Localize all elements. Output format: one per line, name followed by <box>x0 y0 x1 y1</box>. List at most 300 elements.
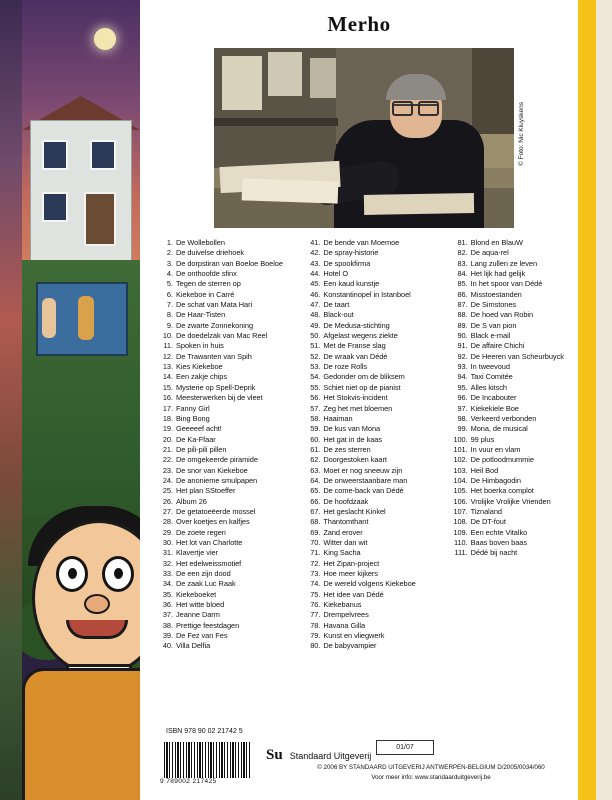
album-title: De spray-historie <box>323 248 379 258</box>
album-title: Een zakje chips <box>176 372 228 382</box>
album-list-column-1 <box>158 238 305 652</box>
album-number: 24. <box>162 475 173 485</box>
album-list-item <box>305 248 452 258</box>
album-title: De Simstones <box>470 300 517 310</box>
album-title: De Trawanten van Spih <box>176 351 252 361</box>
album-number: 47. <box>310 300 321 310</box>
album-title: Het boerka complot <box>470 486 534 496</box>
album-list-item <box>453 414 588 424</box>
album-list-item <box>158 372 305 382</box>
album-list-item <box>305 362 452 372</box>
photo-shelf <box>214 118 338 126</box>
album-number: 94. <box>457 372 468 382</box>
album-list-item <box>305 590 452 600</box>
album-list-item <box>158 300 305 310</box>
album-list-item <box>158 476 305 486</box>
album-number: 39. <box>162 631 173 641</box>
album-list-item <box>158 445 305 455</box>
album-title: De spookfirma <box>323 258 371 268</box>
album-title: Alles kitsch <box>470 382 507 392</box>
album-title: In vuur en vlam <box>470 444 521 454</box>
album-list-item <box>305 279 452 289</box>
character-body <box>22 668 140 800</box>
album-list-item <box>453 331 588 341</box>
album-number: 88. <box>457 310 468 320</box>
album-list-item <box>158 331 305 341</box>
album-title: De wereld volgens Kiekeboe <box>323 579 416 589</box>
album-title: De zwarte Zonnekoning <box>176 320 254 330</box>
album-list-item <box>158 610 305 620</box>
artwork-window <box>42 192 68 222</box>
album-list-item <box>305 341 452 351</box>
album-title: Thantomthant <box>323 517 369 527</box>
album-title: Misstoestanden <box>470 289 522 299</box>
album-list-item <box>158 393 305 403</box>
album-list-item <box>305 569 452 579</box>
album-number: 110. <box>453 537 468 547</box>
album-number: 31. <box>162 548 173 558</box>
photo-lamp <box>472 48 514 144</box>
album-title: Een kaud kunstje <box>323 279 380 289</box>
album-list-item <box>305 404 452 414</box>
album-number: 98. <box>457 413 468 423</box>
album-number: 59. <box>310 424 321 434</box>
album-number: 51. <box>310 341 321 351</box>
album-list-item <box>158 424 305 434</box>
barcode <box>160 742 256 788</box>
date-box: 01/07 <box>376 740 434 755</box>
album-list-item <box>453 238 588 248</box>
album-title: De hoed van Robin <box>470 310 534 320</box>
album-title: De pili-pili pillen <box>176 444 227 454</box>
album-list-item <box>158 497 305 507</box>
isbn-text: ISBN 978 90 02 21742 5 <box>166 728 243 735</box>
album-title: Dédé bij nacht <box>470 548 518 558</box>
album-title: Zeg het met bloemen <box>323 403 393 413</box>
album-title: De wraak van Dédé <box>323 351 388 361</box>
photo-paper <box>310 58 336 98</box>
album-list-item <box>453 393 588 403</box>
album-number: 62. <box>310 455 321 465</box>
album-title: Havana Gilla <box>323 620 366 630</box>
album-title: Verkeerd verbonden <box>470 413 537 423</box>
album-title: Hoe meer kijkers <box>323 569 378 578</box>
album-number: 74. <box>310 579 321 589</box>
album-list-item <box>305 476 452 486</box>
album-list-item <box>305 352 452 362</box>
album-number: 33. <box>162 569 173 578</box>
album-title: Black-out <box>323 310 354 320</box>
album-number: 20. <box>162 434 173 444</box>
album-title: De een zijn dood <box>176 569 231 578</box>
album-list-item <box>305 641 452 651</box>
album-list-item <box>305 455 452 465</box>
album-title: Het geslacht Kinkel <box>323 506 386 516</box>
album-list-column-2 <box>305 238 452 652</box>
album-number: 4. <box>166 269 173 279</box>
album-list-item <box>453 383 588 393</box>
album-list-item <box>305 486 452 496</box>
album-number: 57. <box>310 403 321 413</box>
album-number: 43. <box>310 258 321 268</box>
album-number: 15. <box>162 382 173 392</box>
album-title: Het plan SStoeffer <box>176 486 236 496</box>
album-list-item <box>453 341 588 351</box>
album-number: 41. <box>310 238 321 247</box>
album-list-item <box>453 279 588 289</box>
album-list-item <box>305 393 452 403</box>
album-list-item <box>305 507 452 517</box>
album-number: 19. <box>162 424 173 434</box>
photo-credit: © Foto: Nic Kluyskens <box>518 101 525 166</box>
album-list-item <box>158 579 305 589</box>
album-number: 104. <box>453 475 468 485</box>
album-number: 75. <box>310 589 321 599</box>
album-number: 26. <box>162 496 173 506</box>
album-title: De Wollebollen <box>176 238 225 247</box>
album-list-item <box>305 631 452 641</box>
album-title: Het witte bloed <box>176 600 225 610</box>
album-title: Album 26 <box>176 496 207 506</box>
website-text: Voor meer info: www.standaarduitgeverij.be <box>371 774 491 781</box>
album-list-item <box>158 559 305 569</box>
album-number: 87. <box>457 300 468 310</box>
album-number: 78. <box>310 620 321 630</box>
album-number: 65. <box>310 486 321 496</box>
album-title: De hoofdzaak <box>323 496 369 506</box>
album-number: 34. <box>162 579 173 589</box>
album-number: 28. <box>162 517 173 527</box>
album-number: 90. <box>457 331 468 341</box>
album-title: Een echte Vitalko <box>470 527 528 537</box>
character-pupil <box>114 568 123 579</box>
album-number: 107. <box>453 506 468 516</box>
album-title: De affaire Chichi <box>470 341 525 351</box>
album-list-item <box>158 341 305 351</box>
album-title: Fanny Girl <box>176 403 210 413</box>
album-list-item <box>305 445 452 455</box>
album-title: Over koetjes en kalfjes <box>176 517 250 527</box>
artwork-figure-left <box>42 298 56 338</box>
album-number: 111. <box>454 548 468 558</box>
album-title: Witter dan wit <box>323 537 368 547</box>
album-list-item <box>453 321 588 331</box>
album-number: 3. <box>166 258 173 268</box>
album-number: 22. <box>162 455 173 465</box>
album-title: De schat van Mata Hari <box>176 300 253 310</box>
album-list-item <box>453 372 588 382</box>
album-list-item <box>158 507 305 517</box>
album-title: De Haar-Tisten <box>176 310 226 320</box>
album-number: 69. <box>310 527 321 537</box>
album-title: Vrolijke Vrolijke Vrienden <box>470 496 551 506</box>
album-number: 102. <box>453 455 468 465</box>
album-list-item <box>305 424 452 434</box>
author-photo <box>214 48 525 228</box>
album-title: De omgekeerde piramide <box>176 455 258 465</box>
album-title: Villa Delfia <box>176 641 211 651</box>
album-title: Mysterie op Spell-Deprik <box>176 382 256 392</box>
album-title: Haaiman <box>323 413 353 423</box>
album-number: 82. <box>457 248 468 258</box>
copyright-text: © 2006 BY STANDAARD UITGEVERIJ ANTWERPEN-BELGIUM D/2005/0034/060 <box>317 764 545 771</box>
album-list-item <box>305 528 452 538</box>
album-title: Kies Kiekeboe <box>176 362 223 372</box>
album-title: Tiznaland <box>470 506 502 516</box>
album-list-item <box>453 445 588 455</box>
album-number: 97. <box>457 403 468 413</box>
album-title: Het lot van Charlotte <box>176 537 243 547</box>
album-number: 84. <box>457 269 468 279</box>
album-list-item <box>158 321 305 331</box>
album-title: De come-back van Dédé <box>323 486 404 496</box>
album-number: 72. <box>310 558 321 568</box>
album-number: 89. <box>457 320 468 330</box>
album-number: 81. <box>457 238 468 247</box>
artwork-figure-right <box>78 296 94 340</box>
album-list-item <box>305 238 452 248</box>
album-number: 6. <box>166 289 173 299</box>
album-list-item <box>158 238 305 248</box>
album-list-item <box>158 435 305 445</box>
album-title: De Ka-Ffaar <box>176 434 216 444</box>
album-list-item <box>453 486 588 496</box>
album-title: De S van pion <box>470 320 517 330</box>
album-number: 52. <box>310 351 321 361</box>
album-list-item <box>158 466 305 476</box>
album-list-item <box>305 321 452 331</box>
album-number: 35. <box>162 589 173 599</box>
album-title: De Medusa-stichting <box>323 320 390 330</box>
album-title: De getatoeëerde mossel <box>176 506 256 516</box>
album-title: De onthoofde sfinx <box>176 269 237 279</box>
album-list-item <box>453 424 588 434</box>
album-list-item <box>305 621 452 631</box>
artwork-window <box>90 140 116 170</box>
album-number: 66. <box>310 496 321 506</box>
album-list-item <box>158 352 305 362</box>
album-number: 68. <box>310 517 321 527</box>
album-list-item <box>305 517 452 527</box>
album-title: Doorgestoken kaart <box>323 455 387 465</box>
album-number: 16. <box>162 393 173 403</box>
photo-paper <box>268 52 302 96</box>
album-number: 53. <box>310 362 321 372</box>
album-list-item <box>158 631 305 641</box>
album-title: Kiekeboe in Carré <box>176 289 235 299</box>
album-list-item <box>453 404 588 414</box>
album-number: 99. <box>457 424 468 434</box>
album-list-item <box>453 362 588 372</box>
album-list-item <box>453 269 588 279</box>
album-number: 37. <box>162 610 173 620</box>
album-title: Prettige feestdagen <box>176 620 240 630</box>
album-number: 11. <box>163 341 173 351</box>
album-number: 40. <box>162 641 173 651</box>
character-pupil <box>68 568 77 579</box>
album-title: Schiet niet op de pianist <box>323 382 401 392</box>
album-title: Meesterwerken bij de vleet <box>176 393 263 403</box>
album-list-item <box>305 414 452 424</box>
album-number: 42. <box>310 248 321 258</box>
artwork-door <box>84 192 116 246</box>
album-list-item <box>305 383 452 393</box>
album-number: 83. <box>457 258 468 268</box>
album-number: 23. <box>162 465 173 475</box>
author-photo-image <box>214 48 514 228</box>
album-title: Moet er nog sneeuw zijn <box>323 465 403 475</box>
album-list-item <box>158 455 305 465</box>
album-title: Jeanne Darm <box>176 610 220 620</box>
album-list-item <box>305 331 452 341</box>
album-number: 64. <box>310 475 321 485</box>
album-title: Afgelast wegens ziekte <box>323 331 398 341</box>
album-title: De potloodmummie <box>470 455 534 465</box>
artwork-window <box>42 140 68 170</box>
album-list-item <box>158 548 305 558</box>
publisher-block <box>266 748 371 763</box>
album-list-item <box>453 352 588 362</box>
album-list-item <box>453 466 588 476</box>
album-list-item <box>158 404 305 414</box>
album-list-item <box>158 259 305 269</box>
album-title: Black e-mail <box>470 331 511 341</box>
album-title: De taart <box>323 300 350 310</box>
album-list-item <box>305 310 452 320</box>
album-number: 18. <box>162 413 173 423</box>
album-number: 85. <box>457 279 468 289</box>
album-title: De zes sterren <box>323 444 371 454</box>
album-list-item <box>158 383 305 393</box>
album-number: 9. <box>166 320 173 330</box>
album-list-item <box>305 435 452 445</box>
album-title: Klavertje vier <box>176 548 219 558</box>
album-title: Het Stokvis-incident <box>323 393 388 403</box>
album-list-item <box>158 362 305 372</box>
album-number: 14. <box>162 372 173 382</box>
album-title: De DT-fout <box>470 517 506 527</box>
album-title: Drempelvrees <box>323 610 369 620</box>
album-number: 32. <box>162 558 173 568</box>
album-number: 92. <box>457 351 468 361</box>
right-yellow-band <box>578 0 612 800</box>
page-title: Merho <box>327 12 391 36</box>
album-title: In het spoor van Dédé <box>470 279 543 289</box>
album-number: 105. <box>453 486 468 496</box>
album-title: De babyvampier <box>323 641 377 651</box>
album-number: 25. <box>162 486 173 496</box>
album-list-item <box>158 486 305 496</box>
album-number: 103. <box>453 465 468 475</box>
album-number: 8. <box>166 310 173 320</box>
album-title: Met de Franse slag <box>323 341 386 351</box>
album-list-item <box>453 300 588 310</box>
album-number: 96. <box>457 393 468 403</box>
album-list-item <box>305 269 452 279</box>
album-number: 63. <box>310 465 321 475</box>
album-title: 99 plus <box>470 434 495 444</box>
album-list-item <box>453 476 588 486</box>
right-band-inner-edge <box>596 0 612 800</box>
album-number: 60. <box>310 434 321 444</box>
album-list-item <box>305 290 452 300</box>
album-number: 91. <box>457 341 468 351</box>
album-list-item <box>453 259 588 269</box>
album-title: De roze Rolls <box>323 362 368 372</box>
glasses-icon <box>392 104 438 115</box>
album-title: Het idee van Dédé <box>323 589 384 599</box>
album-title: De aqua-rel <box>470 248 509 258</box>
album-number: 70. <box>310 537 321 547</box>
album-title: De bende van Moemoe <box>323 238 400 247</box>
album-title: Kiekeboeket <box>176 589 217 599</box>
album-title: De kus van Mona <box>323 424 381 434</box>
album-list-item <box>305 259 452 269</box>
album-title: De zoete regen <box>176 527 226 537</box>
album-list-item <box>158 590 305 600</box>
album-list-item <box>453 435 588 445</box>
album-list-item <box>453 455 588 465</box>
album-title: Kiekebanus <box>323 600 362 610</box>
album-number: 44. <box>310 269 321 279</box>
album-title: Lang zullen ze leven <box>470 258 538 268</box>
album-number: 100. <box>453 434 468 444</box>
left-edge-strip <box>0 0 22 800</box>
album-number: 106. <box>453 496 468 506</box>
album-list-item <box>158 641 305 651</box>
album-list-item <box>453 310 588 320</box>
album-number: 109. <box>453 527 468 537</box>
album-number: 93. <box>457 362 468 372</box>
album-title: Hotel O <box>323 269 349 279</box>
album-number: 76. <box>310 600 321 610</box>
album-list-item <box>305 579 452 589</box>
album-title: De anonieme smulpapen <box>176 475 258 485</box>
album-list-item <box>305 300 452 310</box>
publisher-name: Standaard Uitgeverij <box>289 750 372 761</box>
album-list-item <box>305 497 452 507</box>
album-title: De Heeren van Scheurbuyck <box>470 351 564 361</box>
album-list-item <box>453 248 588 258</box>
album-title: Blond en BlauW <box>470 238 523 247</box>
album-number: 79. <box>310 631 321 641</box>
album-title: De Incabouter <box>470 393 517 403</box>
album-list-item <box>158 528 305 538</box>
publisher-logo: Su <box>266 747 283 763</box>
album-number: 48. <box>310 310 321 320</box>
album-title: De duivelse driehoek <box>176 248 245 258</box>
artwork-moon <box>94 28 116 50</box>
album-title: Spoken in huis <box>176 341 224 351</box>
album-number: 10. <box>162 331 173 341</box>
album-list-item <box>305 466 452 476</box>
album-list-item <box>158 290 305 300</box>
album-title: Zand erover <box>323 527 363 537</box>
album-list-item <box>453 528 588 538</box>
album-title: Taxi Comitée <box>470 372 513 382</box>
album-list-item <box>158 621 305 631</box>
album-list-item <box>453 548 588 558</box>
album-title: De Fez van Fes <box>176 631 228 641</box>
album-list-item <box>305 538 452 548</box>
photo-papers <box>242 178 339 203</box>
album-list-item <box>305 548 452 558</box>
photo-papers <box>364 193 474 215</box>
character-nose <box>84 594 110 614</box>
album-title: De onweerstaanbare man <box>323 475 408 485</box>
album-list-item <box>158 517 305 527</box>
album-title: Gedonder om de bliksem <box>323 372 405 382</box>
